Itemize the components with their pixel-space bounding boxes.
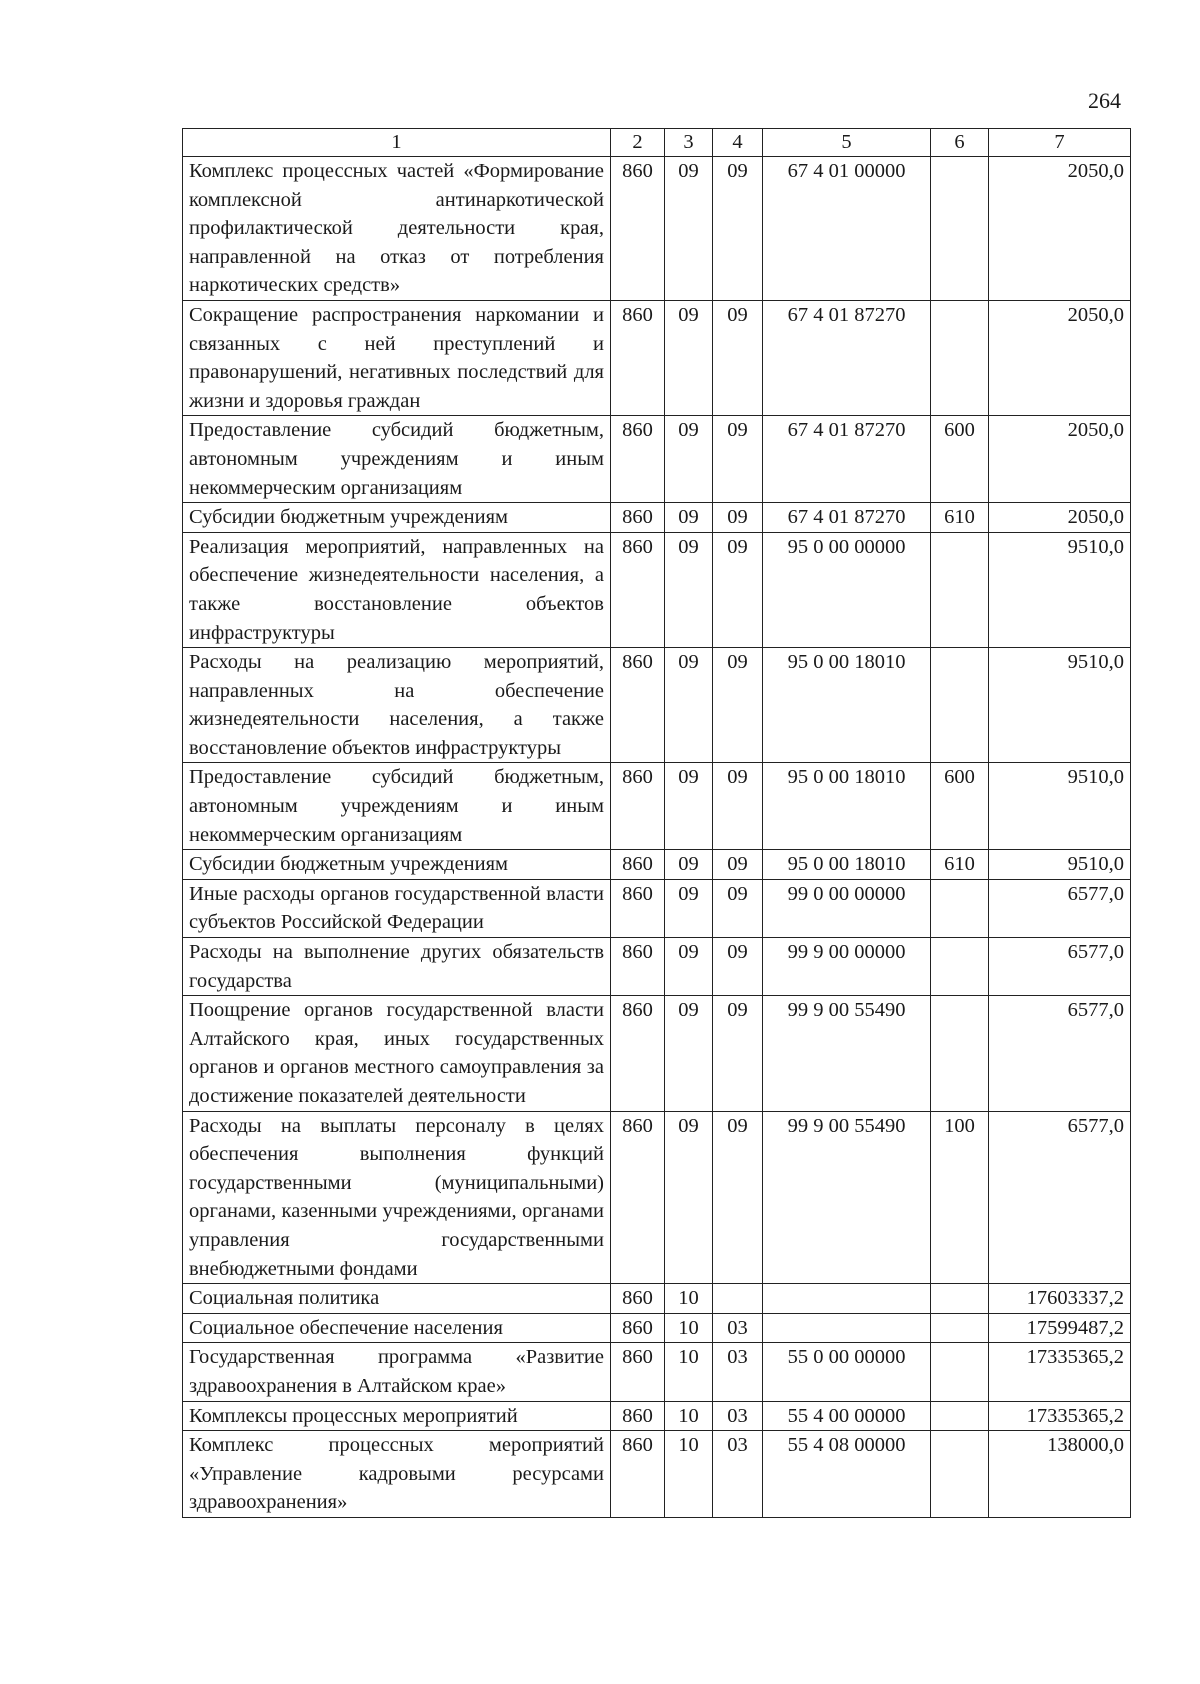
budget-table (182, 128, 1131, 1518)
row-target-code: 95 0 00 18010 (763, 850, 931, 880)
row-subsection-code: 09 (713, 996, 763, 1111)
table-row (183, 157, 1131, 301)
row-amount: 17335365,2 (989, 1401, 1131, 1431)
row-amount: 138000,0 (989, 1431, 1131, 1518)
row-ministry-code: 860 (611, 850, 665, 880)
row-ministry-code: 860 (611, 503, 665, 533)
row-section-code: 09 (665, 503, 713, 533)
row-target-code (763, 1284, 931, 1314)
row-subsection-code: 09 (713, 300, 763, 415)
row-amount: 6577,0 (989, 1111, 1131, 1284)
row-target-code: 95 0 00 18010 (763, 648, 931, 763)
row-amount: 2050,0 (989, 300, 1131, 415)
row-target-code: 99 9 00 00000 (763, 938, 931, 996)
row-target-code: 67 4 01 87270 (763, 416, 931, 503)
column-header-6: 6 (931, 129, 989, 157)
row-amount: 2050,0 (989, 503, 1131, 533)
row-subsection-code: 09 (713, 1111, 763, 1284)
row-section-code: 09 (665, 996, 713, 1111)
row-expense-type (931, 938, 989, 996)
column-header-5: 5 (763, 129, 931, 157)
row-target-code: 55 4 08 00000 (763, 1431, 931, 1518)
row-section-code: 10 (665, 1313, 713, 1343)
row-name: Комплексы процессных мероприятий (183, 1401, 611, 1431)
row-amount: 17603337,2 (989, 1284, 1131, 1314)
row-name: Предоставление субсидий бюджетным, автономным учреждениям и иным некоммерческим организациям (183, 763, 611, 850)
row-ministry-code: 860 (611, 938, 665, 996)
row-subsection-code (713, 1284, 763, 1314)
table-row (183, 1343, 1131, 1401)
row-subsection-code: 03 (713, 1401, 763, 1431)
row-amount: 6577,0 (989, 996, 1131, 1111)
table-row (183, 1111, 1131, 1284)
table-row (183, 763, 1131, 850)
row-target-code: 67 4 01 87270 (763, 503, 931, 533)
row-ministry-code: 860 (611, 416, 665, 503)
row-subsection-code: 09 (713, 938, 763, 996)
row-amount: 6577,0 (989, 938, 1131, 996)
row-name: Субсидии бюджетным учреждениям (183, 503, 611, 533)
row-ministry-code: 860 (611, 300, 665, 415)
row-section-code: 09 (665, 938, 713, 996)
row-name: Расходы на выплаты персоналу в целях обеспечения выполнения функций государственными (муниципальными) органами, казенными учреждениями, органами управления государственными внебюджетными фондами (183, 1111, 611, 1284)
row-subsection-code: 03 (713, 1431, 763, 1518)
row-name: Расходы на выполнение других обязательств государства (183, 938, 611, 996)
table-row (183, 1401, 1131, 1431)
row-target-code: 99 9 00 55490 (763, 996, 931, 1111)
row-subsection-code: 09 (713, 416, 763, 503)
table-row (183, 850, 1131, 880)
row-section-code: 10 (665, 1401, 713, 1431)
row-ministry-code: 860 (611, 1313, 665, 1343)
row-section-code: 09 (665, 763, 713, 850)
row-expense-type (931, 157, 989, 301)
table-row (183, 503, 1131, 533)
row-name: Расходы на реализацию мероприятий, направленных на обеспечение жизнедеятельности населения, а также восстановление объектов инфраструктуры (183, 648, 611, 763)
row-expense-type (931, 1343, 989, 1401)
row-section-code: 09 (665, 1111, 713, 1284)
row-amount: 2050,0 (989, 416, 1131, 503)
row-amount: 9510,0 (989, 850, 1131, 880)
row-amount: 9510,0 (989, 763, 1131, 850)
row-name: Государственная программа «Развитие здравоохранения в Алтайском крае» (183, 1343, 611, 1401)
row-expense-type: 600 (931, 416, 989, 503)
row-ministry-code: 860 (611, 1343, 665, 1401)
row-expense-type: 600 (931, 763, 989, 850)
row-name: Субсидии бюджетным учреждениям (183, 850, 611, 880)
row-ministry-code: 860 (611, 648, 665, 763)
row-amount: 17599487,2 (989, 1313, 1131, 1343)
row-ministry-code: 860 (611, 1284, 665, 1314)
row-section-code: 10 (665, 1284, 713, 1314)
row-expense-type (931, 1401, 989, 1431)
row-ministry-code: 860 (611, 532, 665, 647)
table-row (183, 300, 1131, 415)
table-row (183, 996, 1131, 1111)
row-name: Иные расходы органов государственной власти субъектов Российской Федерации (183, 879, 611, 937)
row-target-code: 99 0 00 00000 (763, 879, 931, 937)
table-row (183, 1313, 1131, 1343)
table-row (183, 938, 1131, 996)
row-expense-type (931, 1284, 989, 1314)
row-section-code: 09 (665, 300, 713, 415)
row-expense-type: 100 (931, 1111, 989, 1284)
row-expense-type (931, 996, 989, 1111)
row-name: Социальное обеспечение населения (183, 1313, 611, 1343)
row-name: Комплекс процессных частей «Формирование комплексной антинаркотической профилактической деятельности края, направленной на отказ от потребления наркотических средств» (183, 157, 611, 301)
column-header-2: 2 (611, 129, 665, 157)
row-name: Реализация мероприятий, направленных на обеспечение жизнедеятельности населения, а также восстановление объектов инфраструктуры (183, 532, 611, 647)
row-subsection-code: 09 (713, 850, 763, 880)
table-row (183, 416, 1131, 503)
row-ministry-code: 860 (611, 996, 665, 1111)
row-subsection-code: 09 (713, 879, 763, 937)
row-expense-type (931, 300, 989, 415)
row-amount: 9510,0 (989, 532, 1131, 647)
header-row (183, 129, 1131, 157)
row-ministry-code: 860 (611, 879, 665, 937)
row-target-code: 55 4 00 00000 (763, 1401, 931, 1431)
row-section-code: 09 (665, 879, 713, 937)
column-header-7: 7 (989, 129, 1131, 157)
row-name: Комплекс процессных мероприятий «Управление кадровыми ресурсами здравоохранения» (183, 1431, 611, 1518)
row-name: Предоставление субсидий бюджетным, автономным учреждениям и иным некоммерческим организациям (183, 416, 611, 503)
row-target-code (763, 1313, 931, 1343)
table-body (183, 157, 1131, 1518)
row-amount: 2050,0 (989, 157, 1131, 301)
row-ministry-code: 860 (611, 763, 665, 850)
row-section-code: 09 (665, 532, 713, 647)
row-ministry-code: 860 (611, 157, 665, 301)
row-name: Сокращение распространения наркомании и связанных с ней преступлений и правонарушений, негативных последствий для жизни и здоровья граждан (183, 300, 611, 415)
row-ministry-code: 860 (611, 1401, 665, 1431)
row-target-code: 55 0 00 00000 (763, 1343, 931, 1401)
row-section-code: 09 (665, 648, 713, 763)
row-expense-type (931, 1431, 989, 1518)
page-number: 264 (1088, 88, 1121, 113)
row-subsection-code: 09 (713, 503, 763, 533)
column-header-1: 1 (183, 129, 611, 157)
table-row (183, 1284, 1131, 1314)
row-ministry-code: 860 (611, 1111, 665, 1284)
table-row (183, 532, 1131, 647)
row-expense-type: 610 (931, 850, 989, 880)
row-target-code: 95 0 00 00000 (763, 532, 931, 647)
row-amount: 17335365,2 (989, 1343, 1131, 1401)
row-target-code: 99 9 00 55490 (763, 1111, 931, 1284)
row-section-code: 09 (665, 850, 713, 880)
row-name: Социальная политика (183, 1284, 611, 1314)
row-subsection-code: 09 (713, 157, 763, 301)
column-header-4: 4 (713, 129, 763, 157)
table-row (183, 879, 1131, 937)
row-expense-type (931, 532, 989, 647)
row-ministry-code: 860 (611, 1431, 665, 1518)
row-target-code: 67 4 01 00000 (763, 157, 931, 301)
row-subsection-code: 09 (713, 763, 763, 850)
row-subsection-code: 09 (713, 648, 763, 763)
row-expense-type (931, 1313, 989, 1343)
table-row (183, 1431, 1131, 1518)
row-name: Поощрение органов государственной власти Алтайского края, иных государственных органов и органов местного самоуправления за достижение показателей деятельности (183, 996, 611, 1111)
row-subsection-code: 03 (713, 1313, 763, 1343)
row-target-code: 95 0 00 18010 (763, 763, 931, 850)
row-expense-type (931, 879, 989, 937)
table-header (183, 129, 1131, 157)
row-section-code: 10 (665, 1431, 713, 1518)
row-section-code: 09 (665, 416, 713, 503)
table-row (183, 648, 1131, 763)
row-expense-type (931, 648, 989, 763)
row-subsection-code: 03 (713, 1343, 763, 1401)
column-header-3: 3 (665, 129, 713, 157)
row-amount: 9510,0 (989, 648, 1131, 763)
row-subsection-code: 09 (713, 532, 763, 647)
row-section-code: 10 (665, 1343, 713, 1401)
row-section-code: 09 (665, 157, 713, 301)
row-amount: 6577,0 (989, 879, 1131, 937)
row-expense-type: 610 (931, 503, 989, 533)
row-target-code: 67 4 01 87270 (763, 300, 931, 415)
